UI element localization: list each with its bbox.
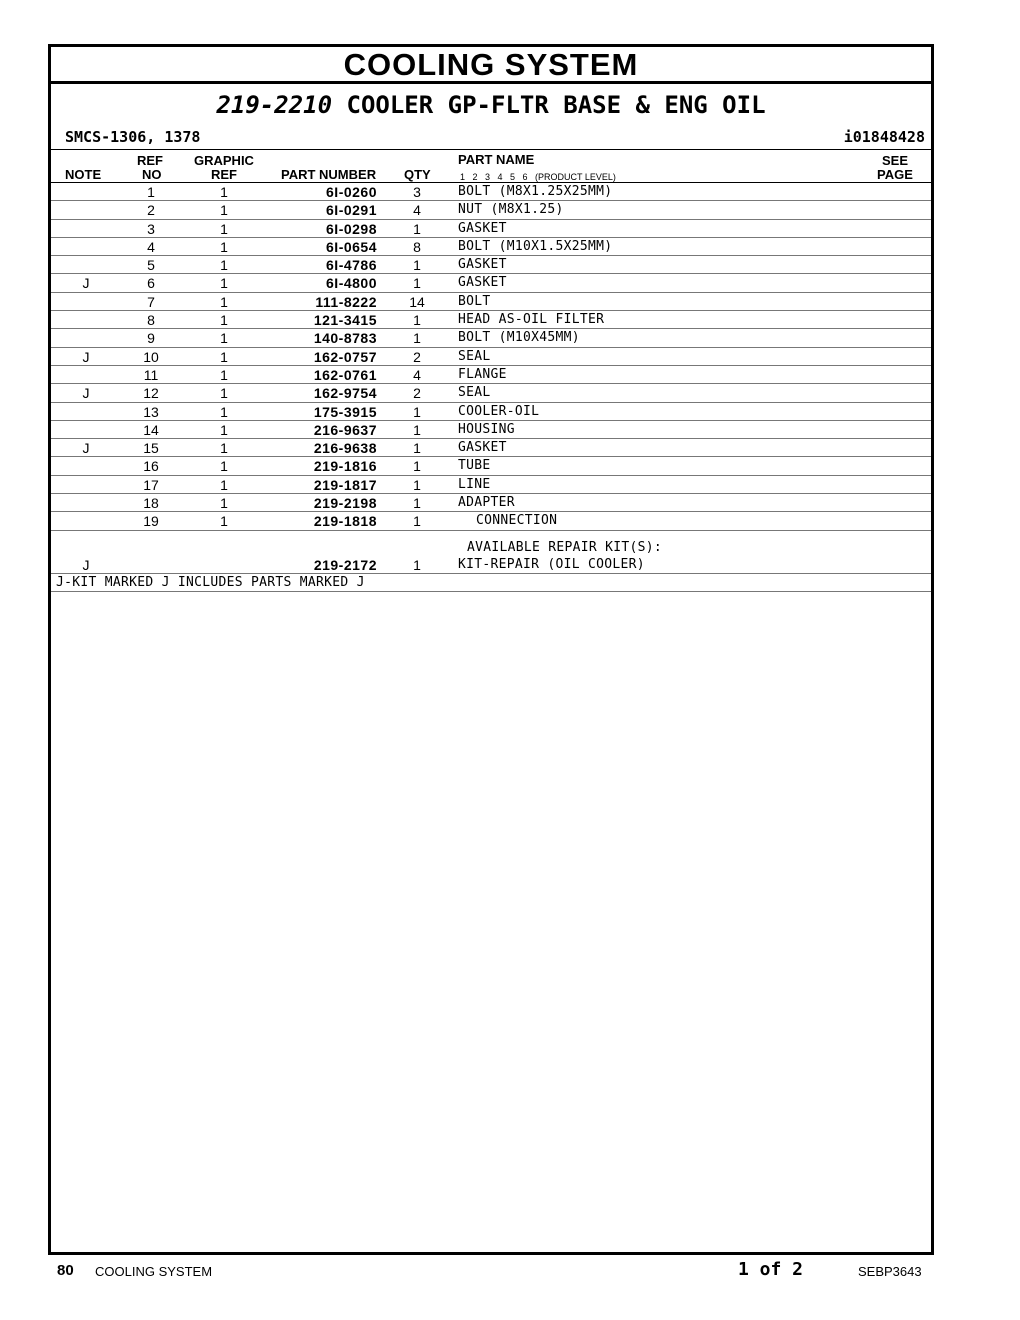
part-number: 162-9754 <box>313 385 377 402</box>
page-number: 80 <box>57 1262 74 1279</box>
table-header <box>51 150 931 183</box>
graphic-ref: 1 <box>220 202 228 219</box>
part-name: HOUSING <box>458 421 515 437</box>
part-number: 219-2198 <box>313 495 377 512</box>
part-name: ADAPTER <box>458 495 515 511</box>
part-number: 6I-0298 <box>326 220 377 237</box>
table-row <box>51 274 931 292</box>
part-number: 219-1817 <box>313 476 377 493</box>
part-name: NUT (M8X1.25) <box>458 202 564 218</box>
group-name: COOLER GP-FLTR BASE & ENG OIL <box>346 91 766 119</box>
header-ref-bottom: NO <box>142 167 162 182</box>
quantity: 1 <box>413 257 421 274</box>
quantity: 1 <box>413 312 421 329</box>
ref-number: 5 <box>147 257 155 274</box>
part-name: CONNECTION <box>476 513 558 529</box>
graphic-ref: 1 <box>220 403 228 420</box>
part-number: 216-9637 <box>313 421 377 438</box>
part-number: 121-3415 <box>313 312 377 329</box>
smcs-row <box>51 124 931 150</box>
quantity: 1 <box>413 330 421 347</box>
part-number: 6I-4786 <box>326 257 377 274</box>
quantity: 1 <box>413 440 421 457</box>
kit-heading-row <box>51 539 931 556</box>
part-number: 216-9638 <box>313 440 377 457</box>
header-ref-top: REF <box>137 153 163 168</box>
graphic-ref: 1 <box>220 257 228 274</box>
part-name: BOLT (M8X1.25X25MM) <box>458 184 613 199</box>
graphic-ref: 1 <box>220 348 228 365</box>
graphic-ref: 1 <box>220 238 228 255</box>
ref-number: 13 <box>143 403 159 420</box>
quantity: 1 <box>413 275 421 292</box>
quantity: 1 <box>413 513 421 530</box>
ref-number: 12 <box>143 385 159 402</box>
ref-number: 8 <box>147 312 155 329</box>
header-product-levels: 1 2 3 4 5 6 (PRODUCT LEVEL) <box>460 172 616 182</box>
graphic-ref: 1 <box>220 293 228 310</box>
ref-number: 2 <box>147 202 155 219</box>
ref-number: 4 <box>147 238 155 255</box>
part-number: 111-8222 <box>315 293 377 310</box>
part-number: 6I-0260 <box>326 184 377 200</box>
ref-number: 9 <box>147 330 155 347</box>
part-number: 219-1818 <box>313 513 377 530</box>
table-row <box>51 329 931 347</box>
quantity: 2 <box>413 385 421 402</box>
ref-number: 10 <box>143 348 159 365</box>
kit-part-number: 219-2172 <box>313 556 377 573</box>
graphic-ref: 1 <box>220 275 228 292</box>
table-row <box>51 457 931 475</box>
part-name: BOLT (M10X1.5X25MM) <box>458 238 613 254</box>
note: J <box>82 385 90 402</box>
group-title <box>51 84 931 124</box>
header-part-number: PART NUMBER <box>281 167 377 182</box>
part-name: BOLT (M10X45MM) <box>458 330 580 346</box>
part-name: BOLT <box>458 293 491 309</box>
graphic-ref: 1 <box>220 330 228 347</box>
part-name: SEAL <box>458 348 491 364</box>
group-number: 219-2210 <box>216 91 333 119</box>
quantity: 14 <box>409 293 425 310</box>
table-row <box>51 220 931 238</box>
page-of: 1 of 2 <box>738 1259 804 1280</box>
table-row <box>51 293 931 311</box>
part-number: 6I-0654 <box>326 238 377 255</box>
quantity: 8 <box>413 238 421 255</box>
ref-number: 19 <box>143 513 159 530</box>
ref-number: 1 <box>147 184 155 200</box>
footnote: J-KIT MARKED J INCLUDES PARTS MARKED J <box>56 574 365 590</box>
section-title: COOLING SYSTEM <box>51 47 931 84</box>
footer-section: COOLING SYSTEM <box>95 1264 213 1279</box>
header-graphic-top: GRAPHIC <box>194 153 254 168</box>
graphic-ref: 1 <box>220 312 228 329</box>
table-row <box>51 421 931 439</box>
part-number: 6I-4800 <box>326 275 377 292</box>
table-row <box>51 366 931 384</box>
graphic-ref: 1 <box>220 220 228 237</box>
page-footer <box>0 1258 1020 1288</box>
quantity: 4 <box>413 202 421 219</box>
graphic-ref: 1 <box>220 476 228 493</box>
quantity: 1 <box>413 495 421 512</box>
part-name: GASKET <box>458 257 507 273</box>
quantity: 1 <box>413 220 421 237</box>
table-row <box>51 238 931 256</box>
quantity: 3 <box>413 184 421 200</box>
kit-heading: AVAILABLE REPAIR KIT(S): <box>467 539 663 555</box>
part-name: LINE <box>458 476 491 492</box>
kit-note: J <box>82 556 90 573</box>
graphic-ref: 1 <box>220 495 228 512</box>
note: J <box>82 440 90 457</box>
footnote-row <box>51 574 931 592</box>
ref-number: 14 <box>143 421 159 438</box>
quantity: 1 <box>413 476 421 493</box>
parts-page-frame <box>48 44 934 1255</box>
table-row <box>51 256 931 274</box>
kit-row <box>51 556 931 574</box>
part-name: FLANGE <box>458 366 507 382</box>
header-see-bottom: PAGE <box>877 167 913 182</box>
kit-name: KIT-REPAIR (OIL COOLER) <box>458 556 645 572</box>
header-qty: QTY <box>404 167 431 182</box>
graphic-ref: 1 <box>220 366 228 383</box>
quantity: 2 <box>413 348 421 365</box>
document-id: SEBP3643 <box>858 1264 922 1279</box>
table-row <box>51 494 931 512</box>
quantity: 1 <box>413 421 421 438</box>
smcs-codes: SMCS-1306, 1378 <box>65 128 201 146</box>
quantity: 1 <box>413 458 421 475</box>
part-number: 6I-0291 <box>326 202 377 219</box>
part-name: HEAD AS-OIL FILTER <box>458 312 605 328</box>
part-name: SEAL <box>458 385 491 401</box>
table-row <box>51 439 931 457</box>
ref-number: 18 <box>143 495 159 512</box>
table-row <box>51 476 931 494</box>
ref-number: 11 <box>143 366 159 383</box>
note: J <box>82 275 90 292</box>
table-row <box>51 384 931 402</box>
table-row <box>51 403 931 421</box>
graphic-ref: 1 <box>220 513 228 530</box>
graphic-ref: 1 <box>220 385 228 402</box>
part-name: COOLER-OIL <box>458 403 540 419</box>
table-row <box>51 311 931 329</box>
part-name: GASKET <box>458 275 507 291</box>
part-name: GASKET <box>458 220 507 236</box>
illustration-id: i01848428 <box>843 128 925 146</box>
part-number: 162-0757 <box>313 348 377 365</box>
part-name: GASKET <box>458 440 507 456</box>
ref-number: 7 <box>147 293 155 310</box>
ref-number: 6 <box>147 275 155 292</box>
header-note: NOTE <box>65 167 102 182</box>
ref-number: 16 <box>143 458 159 475</box>
graphic-ref: 1 <box>220 421 228 438</box>
part-number: 140-8783 <box>313 330 377 347</box>
note: J <box>82 348 90 365</box>
kit-qty: 1 <box>413 556 421 573</box>
table-row <box>51 183 931 201</box>
table-row <box>51 201 931 219</box>
graphic-ref: 1 <box>220 440 228 457</box>
graphic-ref: 1 <box>220 458 228 475</box>
header-see-top: SEE <box>882 153 909 168</box>
ref-number: 17 <box>143 476 159 493</box>
part-number: 175-3915 <box>313 403 377 420</box>
graphic-ref: 1 <box>220 184 228 200</box>
quantity: 4 <box>413 366 421 383</box>
ref-number: 15 <box>143 440 159 457</box>
part-number: 219-1816 <box>313 458 377 475</box>
header-part-name: PART NAME <box>458 152 535 167</box>
part-number: 162-0761 <box>313 366 377 383</box>
quantity: 1 <box>413 403 421 420</box>
table-row <box>51 348 931 366</box>
header-graphic-bottom: REF <box>211 167 237 182</box>
spacer <box>51 531 931 539</box>
part-name: TUBE <box>458 458 491 474</box>
ref-number: 3 <box>147 220 155 237</box>
table-row <box>51 512 931 530</box>
parts-list <box>51 183 931 531</box>
